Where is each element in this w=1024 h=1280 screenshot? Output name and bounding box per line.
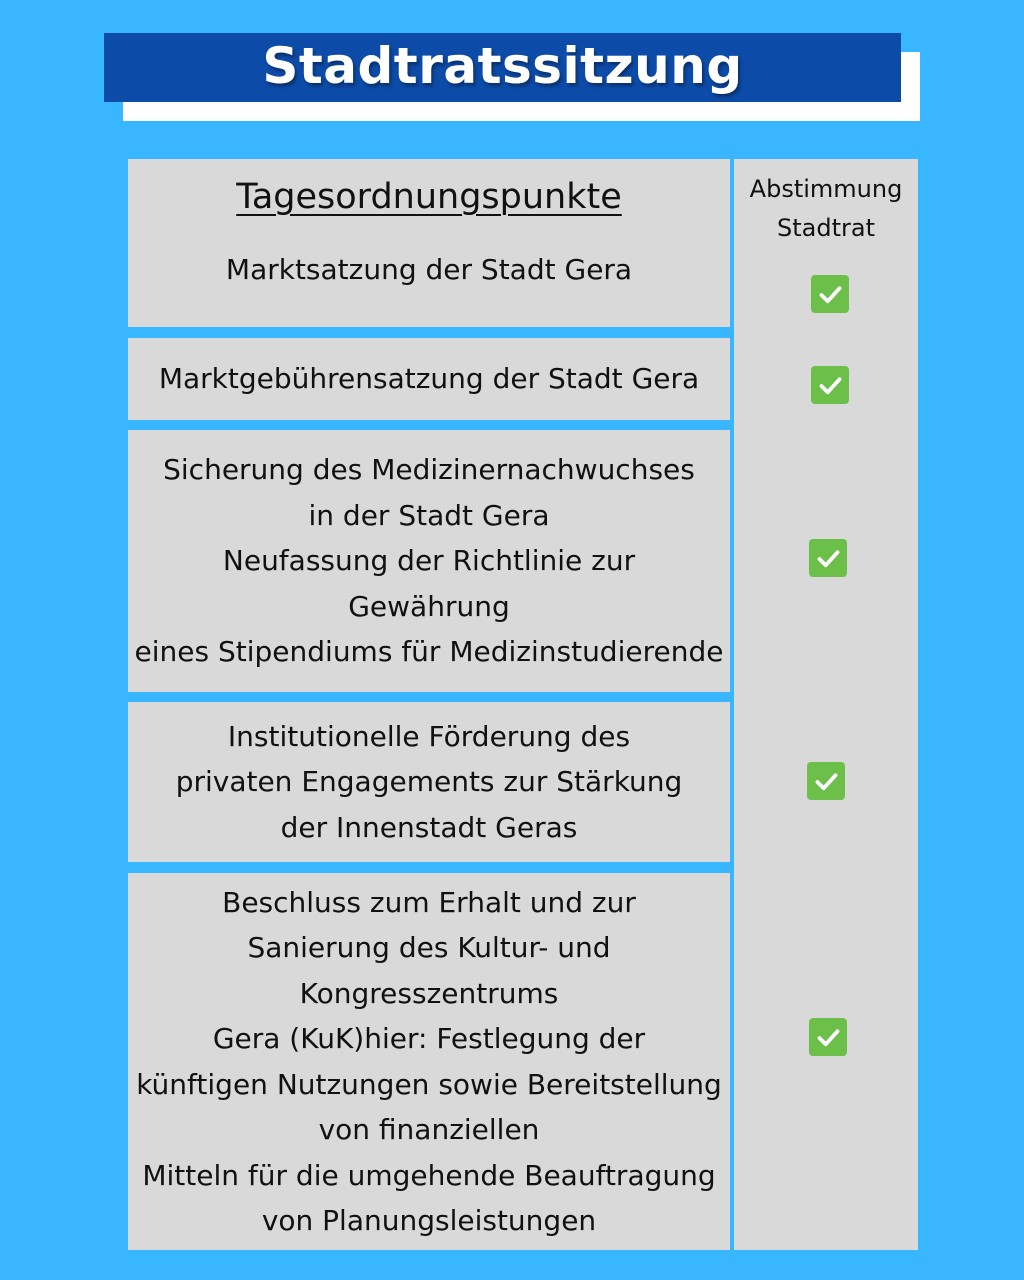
agenda-item-3-line-5: eines Stipendiums für Medizinstudierende: [134, 635, 724, 669]
vote-header-line-2: Stadtrat: [777, 214, 875, 242]
check-mark-icon: [811, 275, 849, 313]
check-mark-icon: [811, 366, 849, 404]
agenda-item-5-line-5: künftigen Nutzungen sowie Bereitstellung: [136, 1067, 722, 1101]
agenda-item-3-line-4: Gewährung: [348, 589, 510, 623]
agenda-item-5-line-4: Gera (KuK)hier: Festlegung der: [212, 1022, 646, 1055]
agenda-item-2-line-1: Marktgebührensatzung der Stadt Gera: [158, 362, 700, 396]
agenda-item-4-line-1: Institutionelle Förderung des: [227, 719, 631, 753]
agenda-item-3-line-1: Sicherung des Medizinernachwuchses: [163, 453, 695, 487]
agenda-item-5-line-6: von finanziellen: [318, 1113, 540, 1146]
agenda-item-4-line-3: der Innenstadt Geras: [280, 810, 578, 844]
agenda-item-1-line-1: Marktsatzung der Stadt Gera: [225, 253, 633, 286]
agenda-item-5-line-3: Kongresszentrums: [299, 976, 559, 1010]
agenda-heading: Tagesordnungspunkte: [236, 177, 622, 217]
agenda-item-3-line-2: in der Stadt Gera: [308, 498, 550, 532]
agenda-row-3: [128, 430, 730, 692]
agenda-row-1: [128, 159, 730, 327]
agenda-item-4-line-2: privaten Engagements zur Stärkung: [175, 765, 683, 799]
check-mark-icon: [809, 1018, 847, 1056]
agenda-item-5-line-2: Sanierung des Kultur- und: [247, 931, 611, 964]
check-mark-icon: [807, 762, 845, 800]
vote-column-header: [734, 170, 918, 248]
agenda-item-5-line-8: von Planungsleistungen: [261, 1204, 597, 1237]
agenda-row-2: [128, 338, 730, 420]
agenda-item-5-line-7: Mitteln für die umgehende Beauftragung: [142, 1158, 716, 1192]
agenda-row-5: [128, 873, 730, 1250]
vote-column: [734, 159, 918, 1250]
page-title: Stadtratssitzung: [262, 36, 743, 95]
agenda-item-5-line-1: Beschluss zum Erhalt und zur: [222, 885, 636, 919]
agenda-row-4: [128, 702, 730, 862]
check-mark-icon: [809, 539, 847, 577]
agenda-item-3-line-3: Neufassung der Richtlinie zur: [222, 544, 636, 578]
vote-header-line-1: Abstimmung: [749, 175, 903, 203]
title-banner: [104, 33, 901, 102]
